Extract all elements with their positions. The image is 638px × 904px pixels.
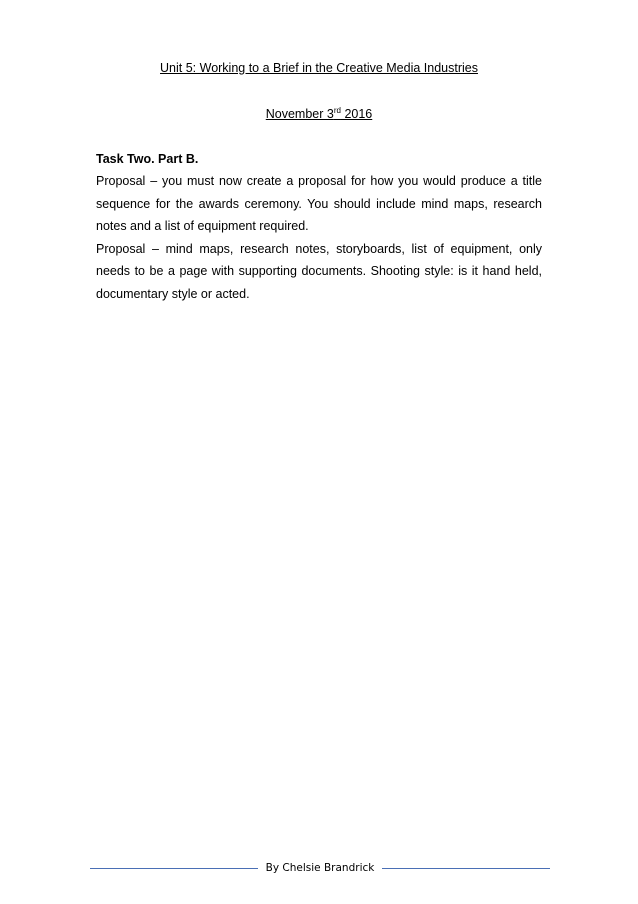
proposal-paragraph-1: Proposal – you must now create a proposal for how you would produce a title sequence for the awards ceremony. You should include mind maps, research notes and a list of equipment required.	[96, 174, 542, 233]
footer-rule-left	[90, 868, 258, 869]
footer-author: By Chelsie Brandrick	[265, 862, 375, 874]
date-prefix: November 3	[265, 107, 334, 121]
date-year: 2016	[340, 107, 373, 121]
footer-rule-right	[382, 868, 550, 869]
document-title: Unit 5: Working to a Brief in the Creative Media Industries	[160, 61, 478, 75]
task-heading: Task Two. Part B.	[96, 152, 199, 166]
document-date	[0, 107, 638, 121]
document-body	[96, 148, 542, 305]
date-ordinal-suffix: rd	[333, 105, 341, 115]
proposal-paragraph-2: Proposal – mind maps, research notes, storyboards, list of equipment, only needs to be a page with supporting documents. Shooting style: is it hand held, documentary style or acted.	[96, 241, 542, 301]
page-footer	[90, 858, 550, 878]
